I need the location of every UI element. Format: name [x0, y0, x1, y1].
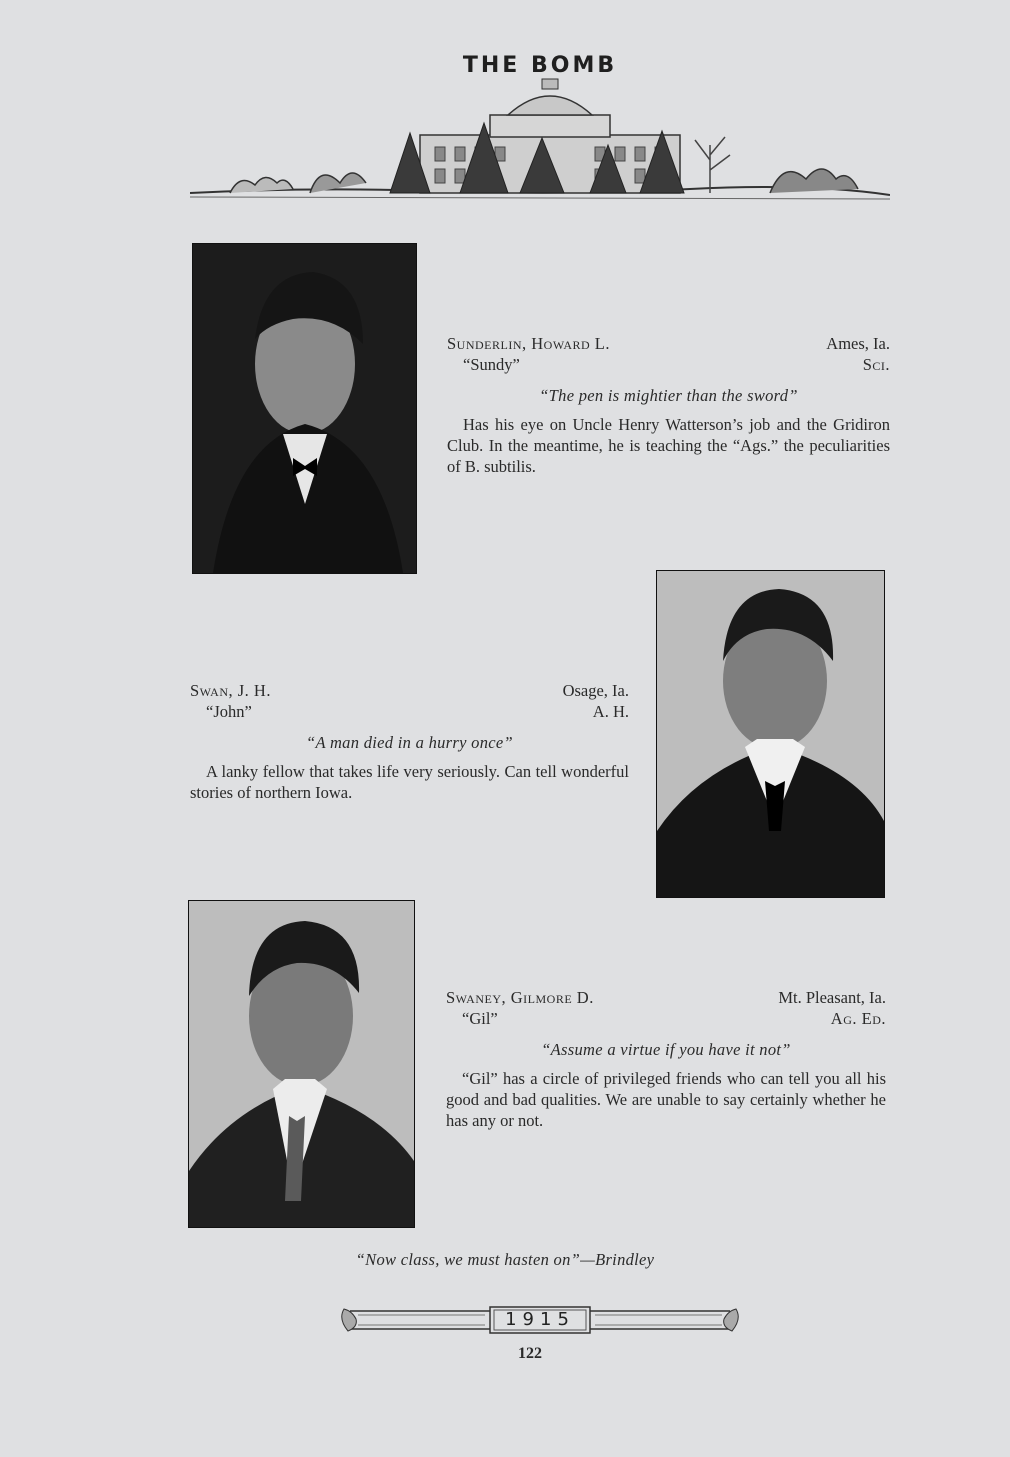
page-header — [190, 45, 890, 215]
entry-swan — [190, 680, 629, 803]
student-name: Swan, J. H. — [190, 681, 271, 700]
entry-sunderlin — [447, 333, 890, 477]
nickname: “John” — [206, 702, 252, 721]
portrait-photo-sunderlin — [192, 243, 417, 574]
page-number: 122 — [518, 1345, 542, 1362]
entry-description: “Gil” has a circle of privileged friends who can tell you all his good and bad qualities. We are unable to say certainly whether he has any or not. — [446, 1069, 886, 1130]
student-name: Swaney, Gilmore D. — [446, 988, 594, 1007]
entry-description: Has his eye on Uncle Henry Watterson’s job and the Gridiron Club. In the meantime, he is teaching the “Ags.” the peculiarities of B. subtilis. — [447, 415, 890, 476]
entry-swaney — [446, 987, 886, 1131]
nickname: “Sundy” — [463, 355, 520, 374]
hometown: Ames, Ia. — [826, 334, 890, 353]
campus-building-illustration — [190, 75, 890, 205]
student-name: Sunderlin, Howard L. — [447, 334, 610, 353]
portrait-photo-swan — [656, 570, 885, 898]
entry-quote: “Assume a virtue if you have it not” — [541, 1040, 791, 1059]
entry-quote: “A man died in a hurry once” — [305, 733, 513, 752]
portrait-photo-swaney — [188, 900, 415, 1228]
division: Sci. — [862, 355, 890, 374]
footer-ornament — [340, 1305, 740, 1335]
header-title: THE BOMB — [462, 53, 618, 78]
entry-description: A lanky fellow that takes life very seriously. Can tell wonderful stories of northern Iowa. — [190, 762, 629, 802]
hometown: Mt. Pleasant, Ia. — [778, 988, 886, 1007]
division: Ag. Ed. — [830, 1009, 886, 1028]
nickname: “Gil” — [462, 1009, 498, 1028]
footer-year: 1915 — [505, 1309, 575, 1330]
hometown: Osage, Ia. — [562, 681, 629, 700]
division: A. H. — [592, 702, 629, 721]
entry-quote: “The pen is mightier than the sword” — [539, 386, 798, 405]
closing-quote: “Now class, we must hasten on”—Brindley — [355, 1250, 655, 1269]
